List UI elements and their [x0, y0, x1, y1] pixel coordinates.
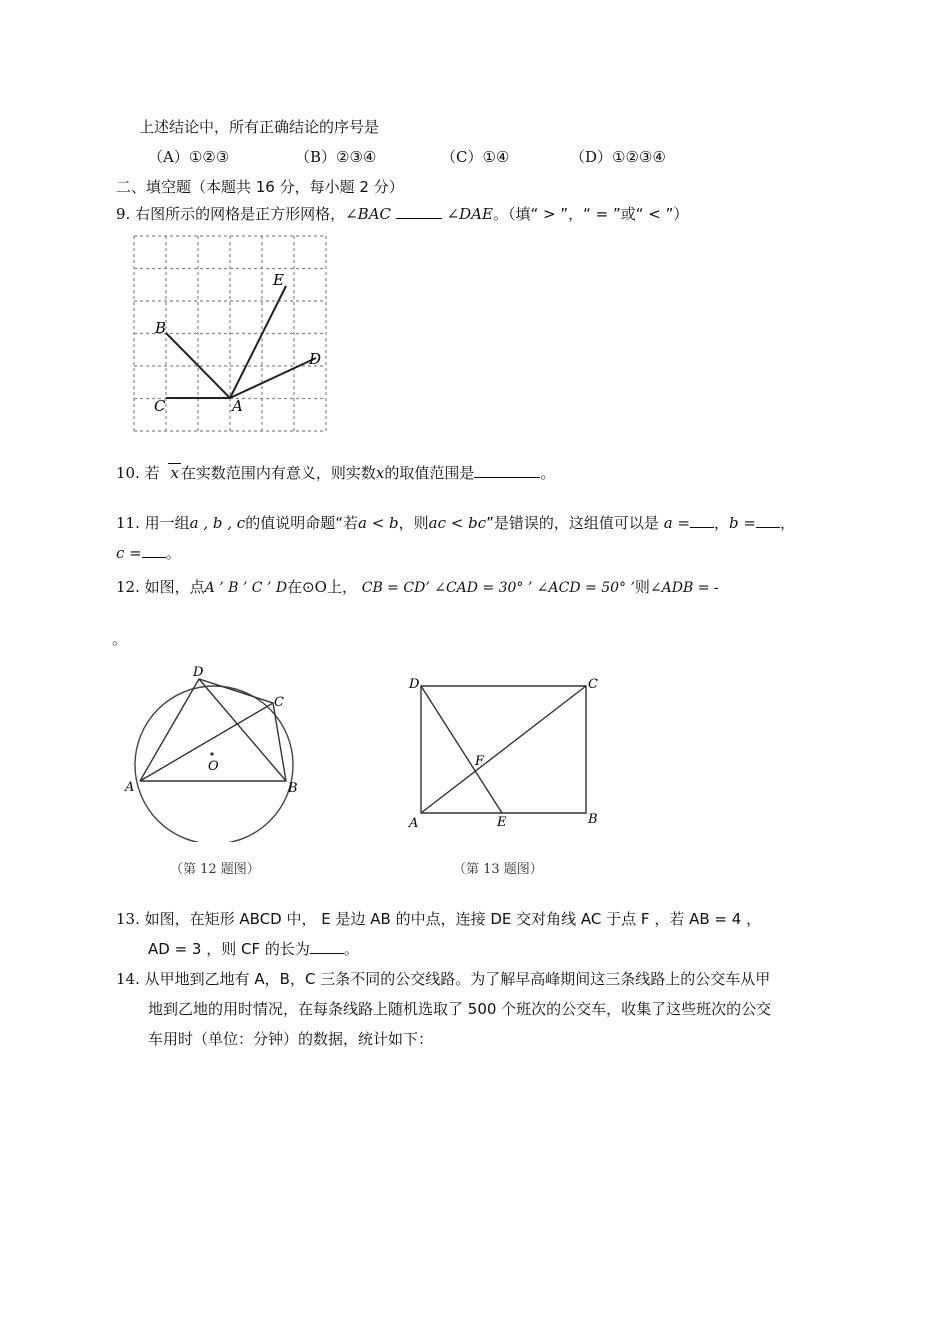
point-label-d: D — [409, 677, 420, 692]
q12-angles: ’ ∠CAD = 30° ’ ∠ACD = 50° ’ — [425, 580, 635, 596]
q11-text-1: 用一组 — [144, 514, 190, 532]
q12-circle: O — [314, 578, 327, 596]
question-number: 11. — [116, 514, 140, 532]
answer-blank[interactable] — [396, 204, 442, 219]
question-9 — [116, 203, 688, 224]
question-11-line-1 — [116, 512, 795, 533]
point-label-b: B — [588, 812, 598, 827]
question-11-line-2 — [116, 542, 181, 563]
q11-end: 。 — [165, 544, 181, 562]
question-number: 13. — [116, 910, 140, 928]
point-label-a: A — [125, 780, 135, 795]
q11-cond-2: ac < bc — [428, 514, 487, 532]
point-label-b: B — [155, 319, 167, 337]
q9-grid-figure — [118, 228, 333, 438]
option-value: ①②③④ — [612, 148, 666, 166]
answer-blank[interactable] — [474, 463, 540, 478]
q11-c-eq: c = — [116, 544, 142, 562]
separator: ， — [713, 514, 729, 532]
q12-text-1: 如图，点 — [144, 578, 205, 596]
point-label-c: C — [154, 397, 166, 415]
q8-option-a — [148, 146, 229, 167]
option-value: ①②③ — [188, 148, 230, 166]
point-label-f: F — [475, 754, 485, 769]
point-label-e: E — [497, 815, 507, 830]
question-13-line-2 — [148, 938, 359, 959]
q12-text-4: 则 — [634, 578, 650, 596]
point-label-d: D — [193, 665, 204, 680]
q9-text-a: 右图所示的网格是正方形网格， — [135, 205, 346, 223]
q8-option-c — [441, 146, 509, 167]
answer-blank-b[interactable] — [756, 513, 780, 528]
q12-end: 。 — [112, 630, 128, 648]
sqrt-radicand: x — [170, 464, 179, 482]
point-label-o: O — [208, 759, 219, 774]
q12-text-3: 上， — [326, 578, 357, 596]
point-label-c: C — [588, 677, 598, 692]
point-label-c: C — [274, 695, 284, 710]
q8-prompt: 上述结论中，所有正确结论的序号是 — [139, 118, 380, 136]
answer-blank[interactable] — [310, 939, 344, 954]
question-12 — [116, 576, 719, 597]
answer-blank-c[interactable] — [142, 543, 166, 558]
q14-text-line-1: 从甲地到乙地有 A，B，C 三条不同的公交线路。为了解早高峰期间这三条线路上的公交车从甲 — [144, 970, 771, 988]
point-label-e: E — [273, 271, 284, 289]
q8-option-b — [295, 146, 376, 167]
option-value: ①④ — [482, 148, 510, 166]
q13-end: 。 — [343, 940, 359, 958]
q12-asked: ∠ADB = ‑ — [649, 580, 719, 596]
question-14-line-1 — [116, 968, 770, 989]
question-13-line-1 — [116, 908, 761, 929]
option-label: （A） — [148, 148, 189, 166]
q10-text-4: 。 — [540, 464, 556, 482]
fig12-circle-figure — [120, 662, 320, 842]
q11-b-eq: b = — [728, 514, 756, 532]
q9-angle-1: ∠BAC — [345, 205, 392, 223]
point-label-a: A — [232, 397, 243, 415]
option-label: （C） — [441, 148, 483, 166]
q11-vars: a , b , c — [189, 514, 246, 532]
q11-text-4: ”是错误的，这组值可以是 — [486, 514, 659, 532]
q11-cond-1: a < b — [358, 514, 399, 532]
answer-blank-a[interactable] — [690, 513, 714, 528]
q11-text-2: 的值说明命题“若 — [245, 514, 358, 532]
question-10 — [116, 462, 555, 483]
q14-text-line-2: 地到乙地的用时情况，在每条线路上随机选取了 500 个班次的公交车，收集了这些班次的公交 — [148, 1000, 772, 1018]
q13-text-line-2: AD = 3 ，则 CF 的长为 — [148, 940, 310, 958]
fig13-rectangle-figure — [405, 670, 605, 835]
q10-var: x — [375, 464, 385, 482]
q8-option-d — [570, 146, 666, 167]
separator: ， — [779, 514, 795, 532]
point-label-a: A — [409, 816, 419, 831]
q10-text-2: 在实数范围内有意义，则实数 — [180, 464, 376, 482]
section-title: 二、填空题（本题共 16 分，每小题 2 分） — [116, 178, 404, 196]
question-number: 10. — [116, 464, 140, 482]
fig13-segments — [421, 686, 586, 813]
question-number: 9. — [116, 205, 131, 223]
q10-text-3: 的取值范围是 — [384, 464, 475, 482]
q9-angle-2: ∠DAE — [446, 205, 493, 223]
question-number: 14. — [116, 970, 140, 988]
q12-points: A ’ B ’ C ’ D — [204, 580, 288, 596]
q14-text-line-3: 车用时（单位：分钟）的数据，统计如下： — [148, 1030, 434, 1048]
fig13-caption: （第 13 题图） — [453, 862, 543, 877]
option-label: （D） — [570, 148, 613, 166]
point-label-b: B — [288, 781, 298, 796]
q12-arcs: CB = CD — [361, 580, 426, 596]
question-number: 12. — [116, 578, 140, 596]
option-value: ②③④ — [336, 148, 377, 166]
q10-text-1: 若 — [144, 464, 160, 482]
point-label-d: D — [309, 350, 322, 368]
option-label: （B） — [295, 148, 337, 166]
q9-text-b: 。（填“ > ”，“ = ”或“ < ”） — [492, 205, 689, 223]
fig12-caption: （第 12 题图） — [170, 862, 260, 877]
q11-text-3: ，则 — [398, 514, 429, 532]
center-point — [210, 752, 213, 755]
q11-a-eq: a = — [663, 514, 690, 532]
q12-text-2: 在⊙ — [287, 578, 315, 596]
q13-text-line-1: 如图，在矩形 ABCD 中， E 是边 AB 的中点，连接 DE 交对角线 AC 于点 F ，若 AB = 4 ， — [144, 910, 762, 928]
